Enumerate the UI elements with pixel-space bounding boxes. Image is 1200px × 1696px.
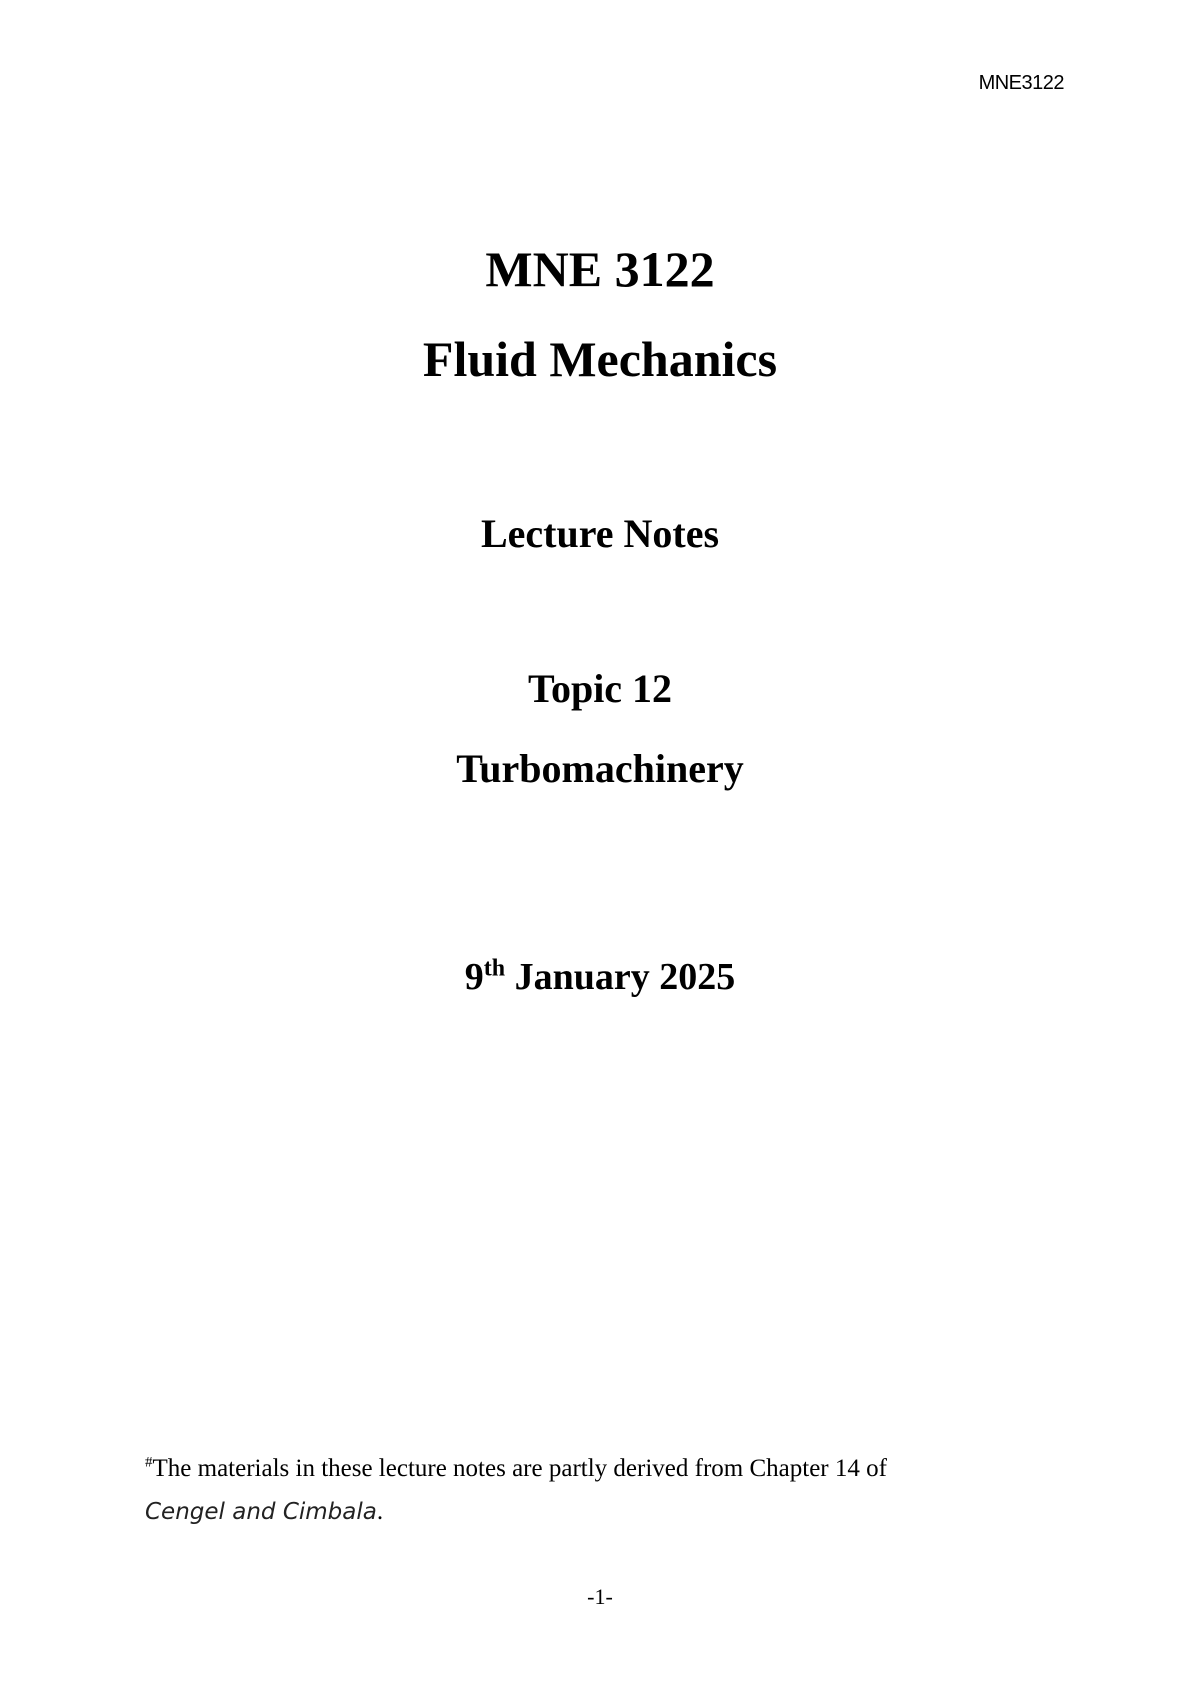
footnote-source-reference: Cengel and Cimbala: [145, 1499, 377, 1525]
page-number: -1-: [587, 1584, 613, 1609]
date-day: 9: [464, 956, 484, 998]
topic-title-heading: Turbomachinery: [456, 746, 744, 791]
footnote-marker: #: [145, 1454, 153, 1471]
footnote-end: .: [376, 1498, 384, 1525]
date-ordinal-suffix: th: [483, 955, 506, 982]
document-type-heading: Lecture Notes: [480, 511, 720, 556]
course-code-title: MNE 3122: [485, 241, 715, 297]
date-month-year: January 2025: [505, 956, 736, 998]
footnote: [145, 1447, 1045, 1534]
course-name-title: Fluid Mechanics: [422, 331, 778, 387]
date-line: [0, 955, 1200, 999]
topic-number-heading: Topic 12: [527, 666, 673, 711]
footnote-text: The materials in these lecture notes are partly derived from Chapter 14 of: [152, 1455, 887, 1482]
header-course-code: MNE3122: [978, 72, 1064, 94]
